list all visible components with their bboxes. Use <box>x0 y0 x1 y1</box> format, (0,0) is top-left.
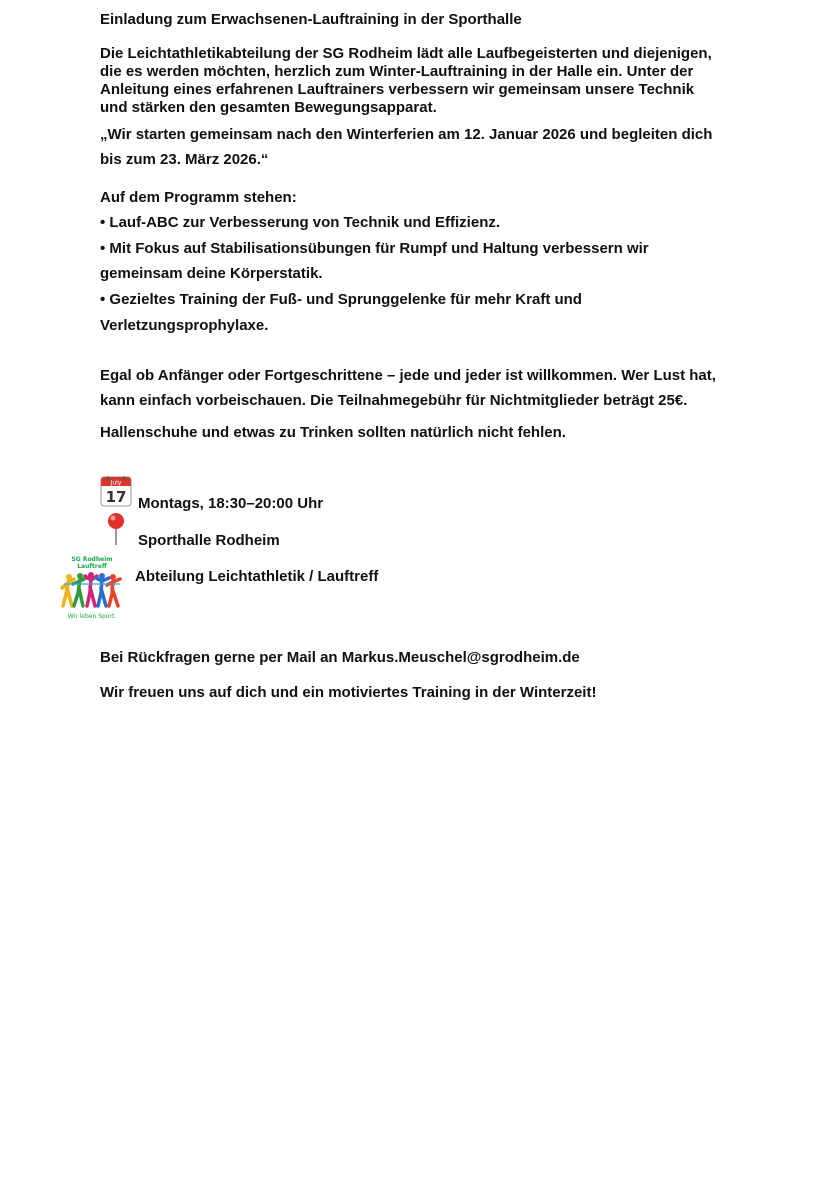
calendar-day: 17 <box>105 488 127 506</box>
page-heading: Einladung zum Erwachsenen-Lauftraining in der Sporthalle <box>100 11 522 28</box>
closing-line: Wir freuen uns auf dich und ein motiviertes Training in der Winterzeit! <box>100 684 597 701</box>
welcome-line-3: Hallenschuhe und etwas zu Trinken sollten natürlich nicht fehlen. <box>100 424 566 441</box>
map-pin-icon <box>102 512 130 546</box>
program-title: Auf dem Programm stehen: <box>100 189 297 206</box>
club-logo <box>60 554 124 622</box>
training-time: Montags, 18:30–20:00 Uhr <box>138 495 324 512</box>
program-line-5: Verletzungsprophylaxe. <box>100 317 269 334</box>
calendar-icon <box>100 475 132 507</box>
department-name: Abteilung Leichtathletik / Lauftreff <box>135 568 379 585</box>
program-line-1: • Lauf-ABC zur Verbesserung von Technik und Effizienz. <box>100 214 501 231</box>
welcome-line-1: Egal ob Anfänger oder Fortgeschrittene – jede und jeder ist willkommen. Wer Lust hat, <box>100 367 716 384</box>
intro-line-4: und stärken den gesamten Bewegungsapparat. <box>100 99 437 116</box>
logo-tagline: Wir leben Sport. <box>67 613 117 620</box>
calendar-month: July <box>110 479 122 487</box>
intro-line-2: die es werden möchten, herzlich zum Winter-Lauftraining in der Halle ein. Unter der <box>100 63 694 80</box>
quote-line-2: bis zum 23. März 2026.“ <box>100 151 269 168</box>
intro-line-1: Die Leichtathletikabteilung der SG Rodheim lädt alle Laufbegeisterten und diejenigen, <box>100 45 712 62</box>
intro-line-3: Anleitung eines erfahrenen Lauftrainers verbessern wir gemeinsam unsere Technik <box>100 81 695 98</box>
runners-graphic <box>60 570 124 612</box>
contact-line: Bei Rückfragen gerne per Mail an Markus.Meuschel@sgrodheim.de <box>100 649 580 666</box>
program-line-2: • Mit Fokus auf Stabilisationsübungen für Rumpf und Haltung verbessern wir <box>100 240 649 257</box>
logo-line-1: SG Rodheim <box>71 556 113 563</box>
logo-line-2: Lauftreff <box>77 563 107 570</box>
quote-line-1: „Wir starten gemeinsam nach den Winterferien am 12. Januar 2026 und begleiten dich <box>100 126 713 143</box>
program-line-4: • Gezieltes Training der Fuß- und Sprunggelenke für mehr Kraft und <box>100 291 582 308</box>
program-line-3: gemeinsam deine Körperstatik. <box>100 265 323 282</box>
training-location: Sporthalle Rodheim <box>138 532 280 549</box>
welcome-line-2: kann einfach vorbeischauen. Die Teilnahmegebühr für Nichtmitglieder beträgt 25€. <box>100 392 688 409</box>
